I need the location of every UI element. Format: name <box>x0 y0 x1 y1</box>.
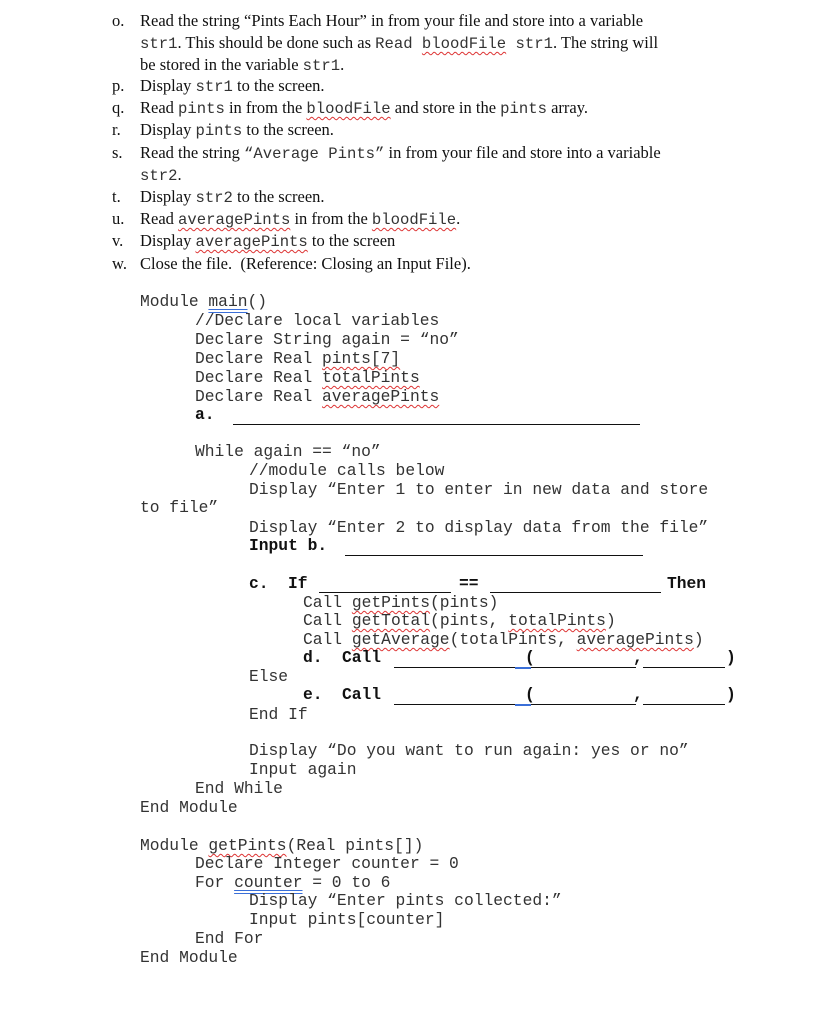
blank-e-arg1[interactable] <box>534 704 636 705</box>
code-line: //module calls below <box>249 461 445 480</box>
blank-d-arg1[interactable] <box>534 667 636 668</box>
call-keyword: Call <box>342 685 382 704</box>
if-keyword: If <box>288 574 308 593</box>
blank-e-module[interactable] <box>394 704 534 705</box>
instruction-o-cont2: be stored in the variable str1. <box>140 55 345 75</box>
code-line: Declare String again = “no” <box>195 330 459 349</box>
code-line: Else <box>249 667 289 686</box>
code-line: End While <box>195 779 283 798</box>
code-line: Input pints[counter] <box>249 910 445 929</box>
code-line: End For <box>195 929 264 948</box>
instruction-o: Read the string “Pints Each Hour” in from your file and store into a variable <box>140 11 644 30</box>
code-line: Display “Enter 2 to display data from the file” <box>249 518 709 537</box>
code-line: Module getPints(Real pints[]) <box>140 836 424 855</box>
code-line: Declare Real totalPints <box>195 368 420 387</box>
instruction-q: Read pints in from the bloodFile and store in the pints array. <box>140 98 589 118</box>
instruction-p: Display str1 to the screen. <box>140 76 325 96</box>
open-paren: ( <box>525 685 535 704</box>
blank-d-arg2[interactable] <box>643 667 725 668</box>
item-label: u. <box>112 209 125 228</box>
code-line: Declare Real pints[7] <box>195 349 401 368</box>
code-line: Call getPints(pints) <box>303 593 499 612</box>
comma: , <box>633 685 643 704</box>
instruction-u: Read averagePints in from the bloodFile. <box>140 209 461 229</box>
code-line: End Module <box>140 948 238 967</box>
blank-label-c: c. <box>249 574 269 593</box>
instruction-t: Display str2 to the screen. <box>140 187 325 207</box>
item-label: s. <box>112 143 123 162</box>
item-label: v. <box>112 231 124 250</box>
item-label: r. <box>112 120 121 139</box>
code-line: While again == “no” <box>195 442 381 461</box>
call-keyword: Call <box>342 648 382 667</box>
code-line: Input again <box>249 760 357 779</box>
item-label: p. <box>112 76 125 95</box>
blank-d-module[interactable] <box>394 667 534 668</box>
instruction-s-cont: str2. <box>140 165 182 185</box>
blank-label-d: d. <box>303 648 323 667</box>
code-line: Declare Real averagePints <box>195 387 440 406</box>
blank-e-arg2[interactable] <box>643 704 725 705</box>
code-line: Display “Enter 1 to enter in new data and store <box>249 480 709 499</box>
blank-label-e: e. <box>303 685 323 704</box>
instruction-r: Display pints to the screen. <box>140 120 334 140</box>
code-line: Display “Do you want to run again: yes or no” <box>249 741 689 760</box>
code-line: Display “Enter pints collected:” <box>249 891 562 910</box>
instruction-s: Read the string “Average Pints” in from your file and store into a variable <box>140 143 661 163</box>
open-paren: ( <box>525 648 535 667</box>
instruction-w: Close the file. (Reference: Closing an Input File). <box>140 254 471 273</box>
code-line: Call getAverage(totalPints, averagePints) <box>303 630 704 649</box>
close-paren: ) <box>726 685 736 704</box>
blank-a[interactable] <box>233 424 640 425</box>
code-line: Declare Integer counter = 0 <box>195 854 459 873</box>
item-label: q. <box>112 98 125 117</box>
blank-label-a: a. <box>195 405 215 424</box>
code-line: For counter = 0 to 6 <box>195 873 391 892</box>
blank-label-b: Input b. <box>249 536 328 555</box>
item-label: t. <box>112 187 121 206</box>
code-line: to file” <box>140 498 219 517</box>
code-line: End Module <box>140 798 238 817</box>
item-label: w. <box>112 254 127 273</box>
instruction-o-cont: str1. This should be done such as Read bloodFile str1. The string will <box>140 33 659 53</box>
code-line: //Declare local variables <box>195 311 440 330</box>
code-line: Call getTotal(pints, totalPints) <box>303 611 616 630</box>
equals-operator: == <box>459 574 479 593</box>
code-line: End If <box>249 705 308 724</box>
then-keyword: Then <box>667 574 707 593</box>
blank-c2[interactable] <box>490 592 661 593</box>
instruction-v: Display averagePints to the screen <box>140 231 396 251</box>
blank-b[interactable] <box>345 555 643 556</box>
item-label: o. <box>112 11 125 30</box>
comma: , <box>633 648 643 667</box>
close-paren: ) <box>726 648 736 667</box>
code-line: Module main() <box>140 292 268 311</box>
